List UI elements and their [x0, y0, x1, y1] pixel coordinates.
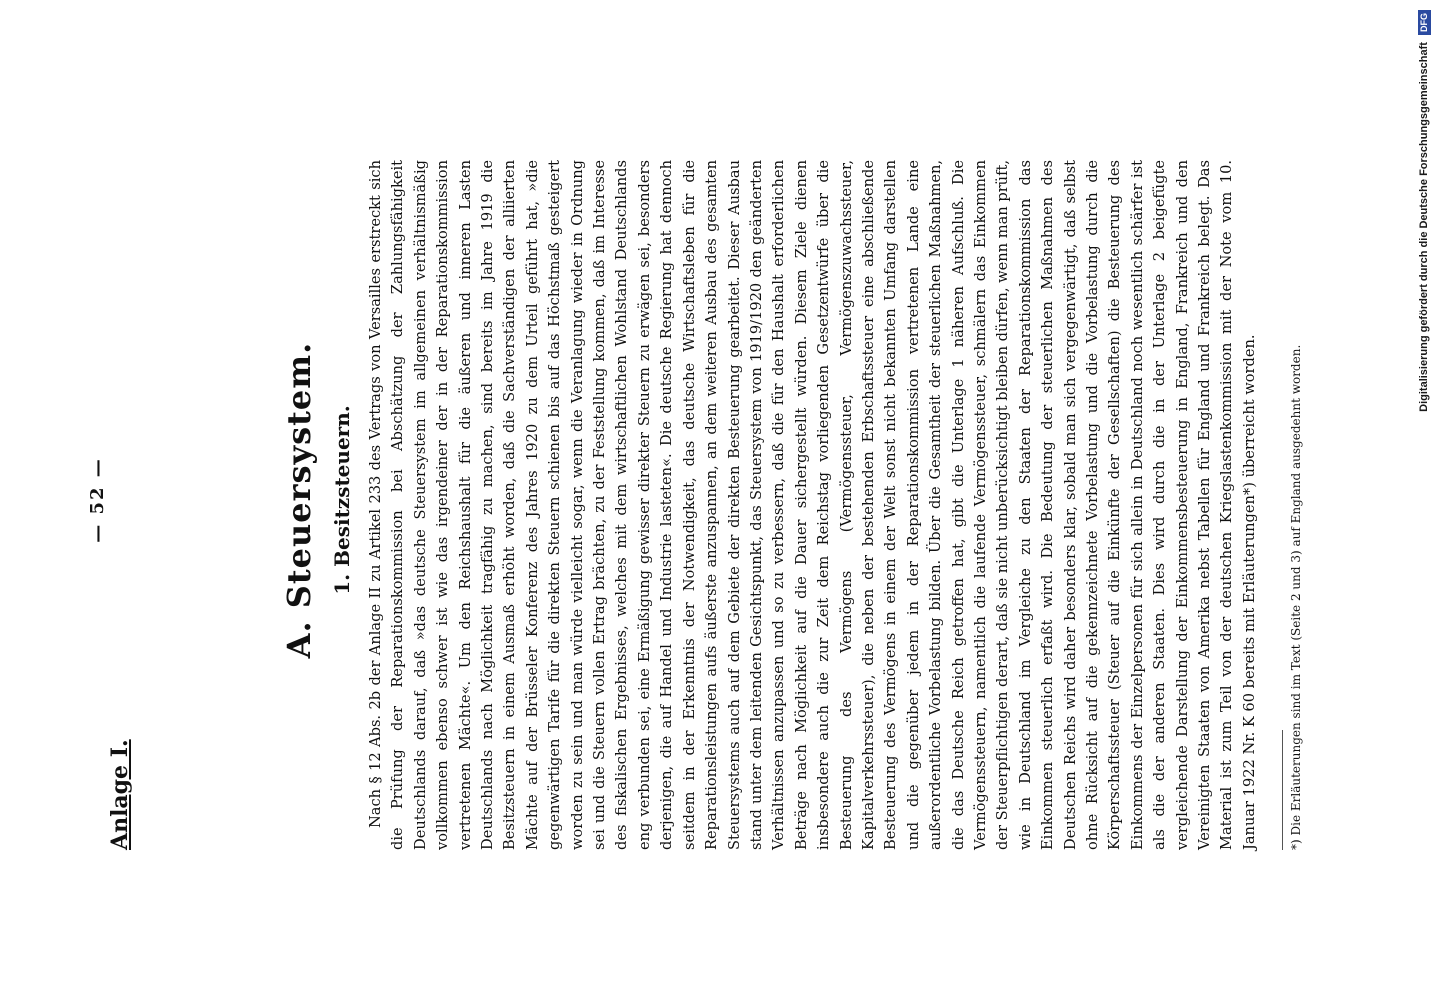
digitization-credit: [1418, 10, 1432, 1000]
body-paragraph: Nach § 12 Abs. 2b der Anlage II zu Artikel 233 des Vertrags von Versailles erstreckt sich die Prüfung der Reparationskommission bei Abschätzung der Zahlungsfähigkeit Deutschlands darauf, daß »das deutsche Steuersystem im allgemeinen verhältnismäßig vollkommen ebenso schwer ist wie das irgendeiner der in der Reparationskommission vertretenen Mächte«. Um den Reichshaushalt für die äußeren und inneren Lasten Deutschlands nach Möglichkeit tragfähig zu machen, sind bereits im Jahre 1919 die Besitzsteuern in einem Ausmaß erhöht worden, daß die Sachverständigen der alliierten Mächte auf der Brüsseler Konferenz des Jahres 1920 zu dem Urteil geführt hat, »die gegenwärtigen Tarife für die direkten Steuern schienen bis auf das Höchstmaß gesteigert worden zu sein und man würde vielleicht sogar, wenn die Veranlagung wieder in Ordnung sei und die Steuern vollen Ertrag brächten, zu der Feststellung kommen, daß im Interesse des fiskalischen Ergebnisses, welches mit dem wirtschaftlichen Wohlstand Deutschlands eng verbunden sei, eine Ermäßigung gewisser direkter Steuern zu erwägen sei, besonders derjenigen, die auf Handel und Industrie lasteten«. Die deutsche Regierung hat dennoch seitdem in der Erkenntnis der Notwendigkeit, das deutsche Wirtschaftsleben für die Reparationsleistungen aufs äußerste anzuspannen, an dem weiteren Ausbau des gesamten Steuersystems auch auf dem Gebiete der direkten Besteuerung gearbeitet. Dieser Ausbau stand unter dem leitenden Gesichtspunkt, das Steuersystem von 1919/1920 den geänderten Verhältnissen anzupassen und so zu verbessern, daß die für den Haushalt erforderlichen Beträge nach Möglichkeit auf die Dauer sichergestellt würden. Diesem Ziele dienen insbesondere auch die zur Zeit dem Reichstag vorliegenden Gesetzentwürfe über die Besteuerung des Vermögens (Vermögenssteuer, Vermögenszuwachssteuer, Kapitalverkehrssteuer), die neben der bestehenden Erbschaftssteuer eine abschließende Besteuerung des Vermögens in einem der Welt sonst nicht bekannten Umfang darstellen und die gegenüber jedem in der Reparationskommission vertretenen Lande eine außerordentliche Vorbelastung bilden. Über die Gesamtheit der steuerlichen Maßnahmen, die das Deutsche Reich getroffen hat, gibt die Unterlage 1 näheren Aufschluß. Die Vermögenssteuern, namentlich die laufende Vermögenssteuer, schmälern das Einkommen der Steuerpflichtigen derart, daß sie nicht unberücksichtigt bleiben dürfen, wenn man prüft, wie in Deutschland im Vergleiche zu den Staaten der Reparationskommission das Einkommen steuerlich erfaßt wird. Die Bedeutung der steuerlichen Maßnahmen des Deutschen Reichs wird daher besonders klar, sobald man sich vergegenwärtigt, daß selbst ohne Rücksicht auf die gekennzeichnete Vorbelastung und die Vorbelastung durch die Körperschaftssteuer (Steuer auf die Einkünfte der Gesellschaften) die Besteuerung des Einkommens der Einzelpersonen für sich allein in Deutschland noch wesentlich schärfer ist als die der anderen Staaten. Dies wird durch die in der Unterlage 2 beigefügte vergleichende Darstellung der Einkommensbesteuerung in England, Frankreich und den Vereinigten Staaten von Amerika nebst Tabellen für England und Frankreich belegt. Das Material ist zum Teil von der deutschen Kriegslastenkommission mit der Note vom 10. Januar 1922 Nr. K 60 bereits mit Erläuterungen*) überreicht worden.: [367, 160, 1258, 850]
credit-text: Digitalisierung gefördert durch die Deutsche Forschungsgemeinschaft: [1418, 42, 1430, 412]
body-text-block: [365, 160, 1261, 850]
rotated-document-page: [85, 0, 1345, 1000]
footnote: *) Die Erläuterungen sind im Text (Seite 2 und 3) auf England ausgedehnt worden.: [1289, 344, 1303, 850]
section-title: A. Steuersystem.: [280, 341, 318, 659]
page-number: — 52 —: [87, 457, 108, 543]
annex-label: Anlage I.: [107, 739, 133, 850]
footnote-rule: [1282, 730, 1283, 850]
dfg-logo: DFG: [1418, 10, 1431, 35]
subsection-title: 1. Besitzsteuern.: [330, 405, 354, 595]
